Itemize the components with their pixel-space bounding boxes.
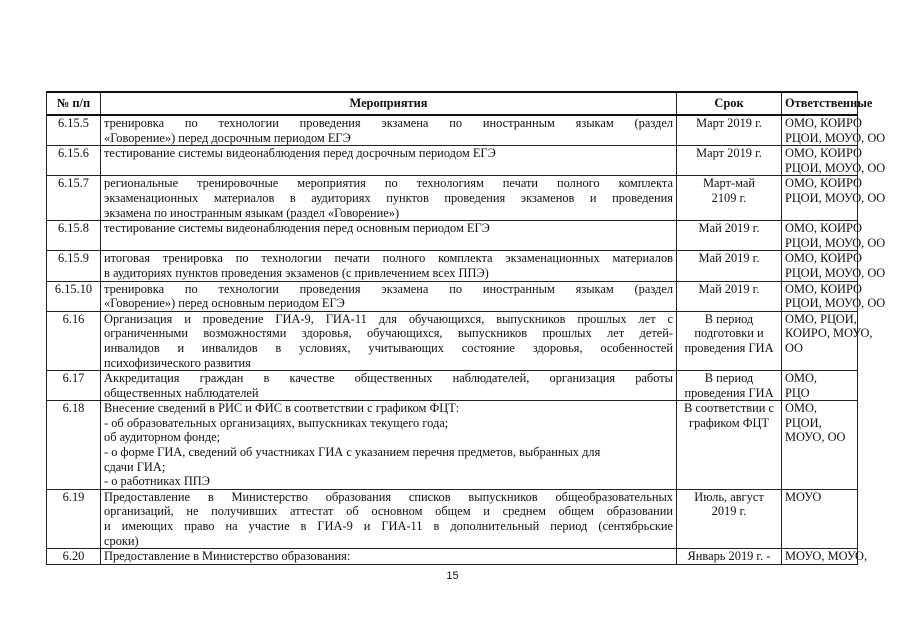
- responsible-text-line: ОМО, КОИРО: [785, 281, 862, 296]
- responsible-cell: [782, 489, 858, 548]
- responsible-text-line: ОО: [785, 340, 803, 355]
- event-text-line: общественных наблюдателей: [104, 385, 259, 400]
- event-text-line: Организация и проведение ГИА-9, ГИА-11 для обучающихся, выпускников прошлых лет с: [104, 311, 673, 326]
- event-cell: [101, 311, 677, 370]
- event-text-line: «Говорение») перед досрочным периодом ЕГЭ: [104, 130, 351, 145]
- table-row: [47, 401, 858, 490]
- responsible-text-line: РЦОИ, МОУО, ОО: [785, 235, 886, 250]
- header-num: № п/п: [47, 92, 101, 115]
- event-text-line: тестирование системы видеонаблюдения перед досрочным периодом ЕГЭ: [104, 146, 496, 161]
- responsible-cell: [782, 115, 886, 146]
- term-text-line: подготовки и: [694, 326, 764, 341]
- event-text-line: Внесение сведений в РИС и ФИС в соответствии с графиком ФЦТ:: [104, 401, 460, 416]
- term-text-line: В соответствии с: [684, 401, 774, 416]
- header-event: Мероприятия: [101, 92, 677, 115]
- responsible-text-line: ОМО, КОИРО: [785, 251, 862, 266]
- table-row: [47, 146, 858, 176]
- table-row: [47, 281, 858, 311]
- event-text-line: тренировка по технологии проведения экзамена по иностранным языкам (раздел: [104, 281, 673, 296]
- term-text-line: Январь 2019 г. -: [687, 549, 771, 564]
- event-text-line: Предоставление в Министерство образования списков выпускников общеобразовательных: [104, 489, 673, 504]
- event-text-line: экзаменационных материалов в аудиториях пунктов проведения экзаменов и проведения: [104, 190, 673, 205]
- responsible-text-line: ОМО, РЦОИ,: [785, 311, 857, 326]
- responsible-cell: [782, 311, 873, 370]
- term-cell: [677, 401, 782, 490]
- term-text-line: проведения ГИА: [684, 340, 774, 355]
- term-cell: [677, 489, 782, 548]
- event-text-line: в аудиториях пунктов проведения экзаменов (с привлечением всех ППЭ): [104, 265, 489, 280]
- event-text-line: итоговая тренировка по технологии печати полного комплекта экзаменационных материалов: [104, 251, 673, 266]
- event-text-line: ограниченными возможностями здоровья, обучающихся, выпускников прошлых лет детей-: [104, 326, 673, 341]
- term-text-line: Март 2019 г.: [696, 146, 762, 161]
- row-number-cell: 6.20: [47, 549, 101, 565]
- term-cell: [677, 371, 782, 401]
- event-text-line: региональные тренировочные мероприятия по технологиям печати полного комплекта: [104, 176, 673, 191]
- event-cell: [101, 115, 677, 146]
- row-number-cell: 6.19: [47, 489, 101, 548]
- row-number-cell: 6.15.6: [47, 146, 101, 176]
- event-text-line: Аккредитация граждан в качестве общественных наблюдателей, организация работы: [104, 371, 673, 386]
- term-text-line: Март-май: [703, 176, 755, 191]
- responsible-cell: [782, 401, 858, 490]
- event-text-line: сдачи ГИА;: [104, 459, 166, 474]
- term-text-line: Май 2019 г.: [698, 221, 760, 236]
- responsible-text-line: МОУО, МОУО,: [785, 549, 868, 564]
- responsible-cell: [782, 251, 886, 281]
- responsible-text-line: РЦОИ,: [785, 415, 822, 430]
- responsible-cell: [782, 549, 868, 565]
- table-row: [47, 176, 858, 221]
- events-table: [46, 91, 886, 565]
- responsible-text-line: ОМО,: [785, 401, 818, 416]
- table-row: [47, 251, 858, 281]
- term-cell: [677, 251, 782, 281]
- responsible-text-line: ОМО, КОИРО: [785, 116, 862, 130]
- event-cell: [101, 176, 677, 221]
- term-cell: [677, 221, 782, 251]
- event-cell: [101, 146, 677, 176]
- header-term: Срок: [677, 92, 782, 115]
- table-row: [47, 549, 858, 565]
- responsible-text-line: РЦОИ, МОУО, ОО: [785, 296, 886, 311]
- term-text-line: В период: [704, 311, 754, 326]
- term-cell: [677, 115, 782, 146]
- row-number-cell: 6.15.8: [47, 221, 101, 251]
- responsible-text-line: ОМО, КОИРО: [785, 176, 862, 191]
- event-cell: [101, 371, 677, 401]
- term-text-line: графиком ФЦТ: [688, 415, 770, 430]
- responsible-text-line: РЦО: [785, 385, 810, 400]
- term-text-line: 2109 г.: [711, 190, 747, 205]
- responsible-cell: [782, 176, 886, 221]
- row-number-cell: 6.17: [47, 371, 101, 401]
- term-text-line: Март 2019 г.: [696, 116, 762, 130]
- term-cell: [677, 281, 782, 311]
- event-text-line: - о форме ГИА, сведений об участниках ГИА с указанием перечня предметов, выбранных для: [104, 445, 601, 460]
- row-number-cell: 6.15.10: [47, 281, 101, 311]
- table-row: [47, 311, 858, 370]
- event-text-line: «Говорение») перед основным периодом ЕГЭ: [104, 296, 345, 311]
- responsible-text-line: ОМО, КОИРО: [785, 221, 862, 236]
- responsible-text-line: РЦОИ, МОУО, ОО: [785, 160, 886, 175]
- event-cell: [101, 401, 677, 490]
- event-text-line: - об образовательных организациях, выпускниках текущего года;: [104, 415, 449, 430]
- event-cell: [101, 281, 677, 311]
- term-text-line: Июль, август: [694, 489, 764, 504]
- event-cell: [101, 221, 677, 251]
- responsible-cell: [782, 371, 858, 401]
- responsible-text-line: ОМО, КОИРО: [785, 146, 862, 161]
- event-text-line: сроки): [104, 533, 139, 548]
- event-text-line: тестирование системы видеонаблюдения перед основным периодом ЕГЭ: [104, 221, 490, 236]
- term-text-line: проведения ГИА: [684, 385, 774, 400]
- header-responsible: Ответственные: [782, 92, 858, 115]
- event-text-line: инвалидов и инвалидов в условиях, учитывающих состояние здоровья, особенностей: [104, 340, 673, 355]
- responsible-text-line: ОМО,: [785, 371, 818, 386]
- responsible-text-line: РЦОИ, МОУО, ОО: [785, 265, 886, 280]
- event-text-line: психофизического развития: [104, 355, 251, 370]
- row-number-cell: 6.15.9: [47, 251, 101, 281]
- responsible-cell: [782, 221, 886, 251]
- table-row: [47, 221, 858, 251]
- event-text-line: об аудиторном фонде;: [104, 430, 221, 445]
- term-text-line: Май 2019 г.: [698, 281, 760, 296]
- term-text-line: В период: [704, 371, 754, 386]
- event-text-line: и имеющих право на участие в ГИА-9 и ГИА-11 в дополнительный период (сентябрьские: [104, 519, 673, 534]
- responsible-cell: [782, 281, 886, 311]
- responsible-text-line: РЦОИ, МОУО, ОО: [785, 130, 886, 145]
- term-text-line: 2019 г.: [711, 504, 747, 519]
- table-header-row: [47, 92, 858, 115]
- table-row: [47, 115, 858, 146]
- row-number-cell: 6.18: [47, 401, 101, 490]
- responsible-text-line: КОИРО, МОУО,: [785, 326, 873, 341]
- event-text-line: - о работниках ППЭ: [104, 474, 210, 489]
- page-number: 15: [446, 570, 459, 582]
- term-cell: [677, 311, 782, 370]
- responsible-text-line: МОУО, ОО: [785, 430, 846, 445]
- responsible-text-line: МОУО: [785, 489, 822, 504]
- event-text-line: тренировка по технологии проведения экзамена по иностранным языкам (раздел: [104, 116, 673, 130]
- table-row: [47, 489, 858, 548]
- term-text-line: Май 2019 г.: [698, 251, 760, 266]
- term-cell: [677, 146, 782, 176]
- row-number-cell: 6.15.7: [47, 176, 101, 221]
- row-number-cell: 6.15.5: [47, 115, 101, 146]
- event-cell: [101, 251, 677, 281]
- event-text-line: экзамена по иностранным языкам (раздел «Говорение»): [104, 205, 400, 220]
- event-cell: [101, 549, 677, 565]
- term-cell: [677, 549, 782, 565]
- term-cell: [677, 176, 782, 221]
- row-number-cell: 6.16: [47, 311, 101, 370]
- event-text-line: организаций, не получивших аттестат об основном общем и среднем общем образовании: [104, 504, 673, 519]
- table-body: [47, 115, 886, 564]
- event-cell: [101, 489, 677, 548]
- event-text-line: Предоставление в Министерство образования:: [104, 549, 351, 564]
- responsible-text-line: РЦОИ, МОУО, ОО: [785, 190, 886, 205]
- responsible-cell: [782, 146, 886, 176]
- table-row: [47, 371, 858, 401]
